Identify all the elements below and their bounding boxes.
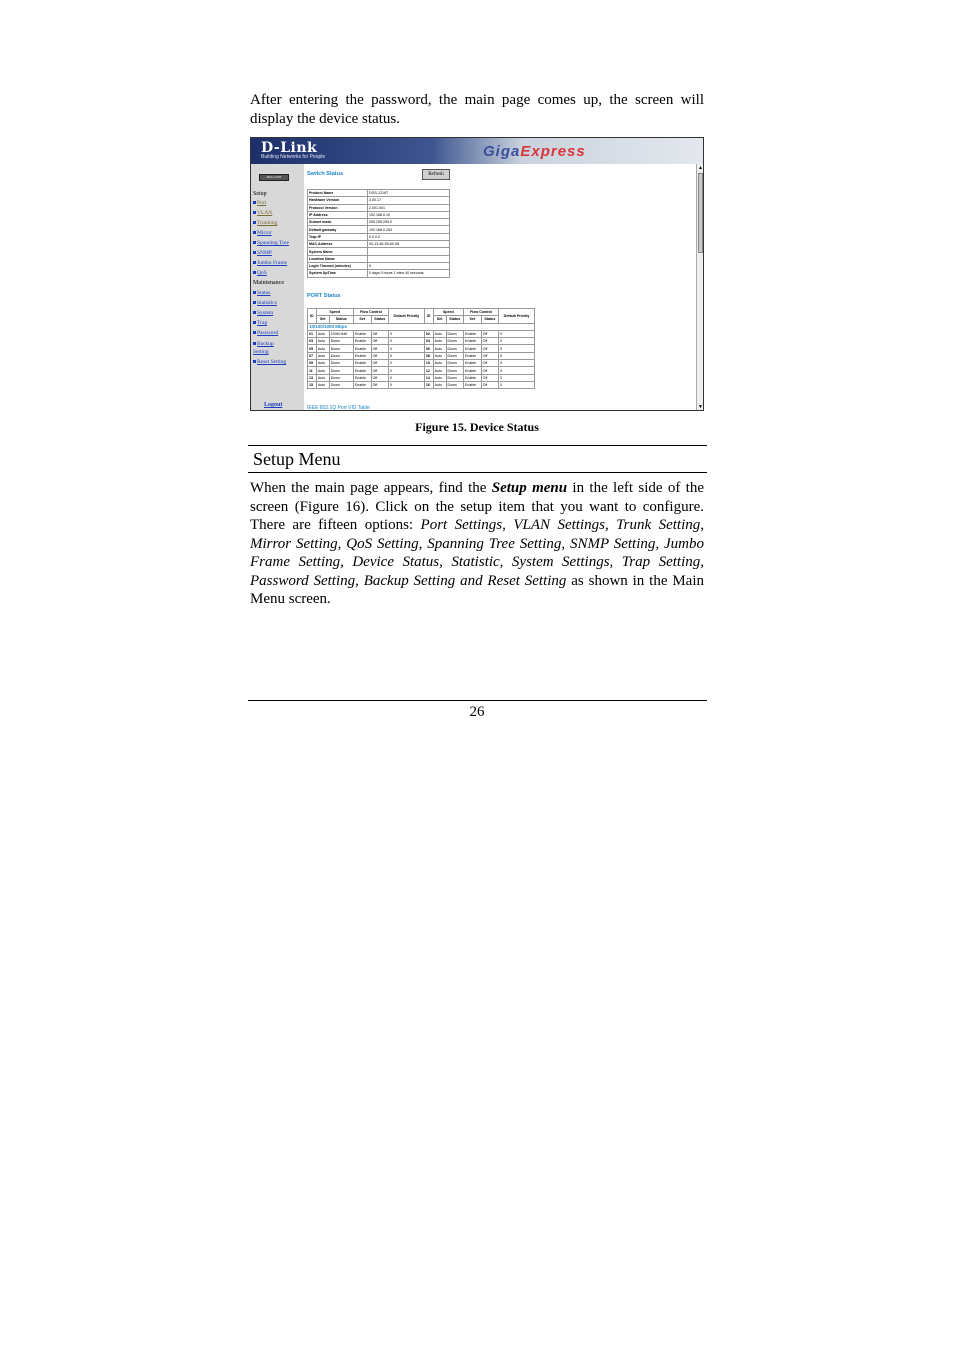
- status-value: 5: [368, 262, 450, 269]
- port-cell: 07: [308, 352, 317, 359]
- port-cell: 0: [499, 360, 535, 367]
- sidebar-item-status[interactable]: Status: [253, 290, 270, 296]
- port-cell: Off: [481, 338, 498, 345]
- port-cell: Enable: [463, 360, 481, 367]
- port-vid-table-link[interactable]: IEEE 802.1Q Port VID Table: [307, 405, 370, 411]
- port-cell: Off: [481, 374, 498, 381]
- port-cell: 0: [388, 360, 424, 367]
- sidebar-item-statistics[interactable]: Statistics: [253, 300, 277, 306]
- port-cell: Down: [329, 360, 353, 367]
- port-cell: Enable: [463, 381, 481, 388]
- section-rule-bottom: [248, 472, 707, 473]
- port-cell: Auto: [433, 367, 446, 374]
- port-cell: Auto: [316, 338, 329, 345]
- port-cell: 0: [388, 374, 424, 381]
- port-cell: Enable: [463, 338, 481, 345]
- port-cell: Down: [446, 330, 463, 337]
- port-cell: Enable: [353, 367, 371, 374]
- sidebar-item-trunking[interactable]: Trunking: [253, 220, 277, 226]
- port-row: [308, 360, 535, 367]
- port-cell: 0: [499, 352, 535, 359]
- port-subheader-set: Set: [433, 316, 446, 323]
- port-cell: 05: [308, 345, 317, 352]
- maintenance-heading: Maintenance: [253, 280, 284, 286]
- status-row: [308, 197, 450, 204]
- port-row: [308, 345, 535, 352]
- port-cell: 0: [388, 338, 424, 345]
- options-list: Port Settings, VLAN Settings, Trunk Setting, Mirror Setting, QoS Setting, Spanning Tree Setting, SNMP Setting, Jumbo Frame Setting, Device Status, Statistic, System Settings, Trap Setting, Password Setting, Backup Setting and Reset Setting: [250, 517, 704, 589]
- port-cell: Off: [371, 338, 388, 345]
- port-cell: Auto: [433, 374, 446, 381]
- status-value: 00-13-46-99-69-08: [368, 241, 450, 248]
- switch-status-title: Switch Status: [307, 171, 344, 177]
- port-row: [308, 352, 535, 359]
- port-subheader-set: Set: [316, 316, 329, 323]
- port-cell: Auto: [433, 345, 446, 352]
- port-cell: Auto: [316, 330, 329, 337]
- port-cell: Auto: [316, 367, 329, 374]
- status-row: [308, 211, 450, 218]
- port-cell: Down: [329, 381, 353, 388]
- port-cell: 16: [424, 381, 433, 388]
- port-cell: Off: [481, 360, 498, 367]
- port-cell: Off: [371, 352, 388, 359]
- port-cell: Auto: [433, 330, 446, 337]
- port-cell: 12: [424, 367, 433, 374]
- tagline: Building Networks for People: [261, 154, 326, 160]
- status-label: Location Name: [308, 255, 368, 262]
- port-cell: Enable: [353, 360, 371, 367]
- sidebar-item-reset-setting[interactable]: Reset Setting: [253, 359, 286, 365]
- status-label: System Name: [308, 248, 368, 255]
- port-cell: Down: [446, 367, 463, 374]
- status-label: System UpTime: [308, 270, 368, 277]
- device-image: DGS-1216T: [259, 174, 289, 181]
- port-cell: Off: [481, 330, 498, 337]
- port-cell: 15: [308, 381, 317, 388]
- port-cell: 13: [308, 374, 317, 381]
- port-cell: 0: [499, 338, 535, 345]
- status-label: Trap IP: [308, 233, 368, 240]
- port-cell: Auto: [316, 360, 329, 367]
- port-cell: 0: [499, 381, 535, 388]
- status-row: [308, 248, 450, 255]
- port-cell: Enable: [353, 352, 371, 359]
- scrollbar[interactable]: [696, 164, 704, 411]
- port-cell: Enable: [463, 352, 481, 359]
- port-cell: 02: [424, 330, 433, 337]
- port-cell: Down: [446, 345, 463, 352]
- port-subheader-status: Status: [481, 316, 498, 323]
- sidebar: [251, 164, 304, 411]
- port-cell: Down: [446, 374, 463, 381]
- status-label: Hardware Version: [308, 197, 368, 204]
- port-group-label: 10/100/1000 Mbps: [308, 323, 535, 330]
- port-cell: Auto: [316, 352, 329, 359]
- scroll-down-icon[interactable]: ▼: [698, 404, 703, 410]
- status-value: DGS-1216T: [368, 190, 450, 197]
- status-value: 255.255.255.0: [368, 219, 450, 226]
- port-cell: Auto: [433, 381, 446, 388]
- port-cell: Enable: [353, 330, 371, 337]
- port-status-table: [307, 308, 535, 389]
- port-cell: Off: [371, 330, 388, 337]
- port-subheader-set: Set: [353, 316, 371, 323]
- port-cell: 10: [424, 360, 433, 367]
- port-cell: 0: [388, 330, 424, 337]
- setup-heading: Setup: [253, 191, 267, 197]
- status-label: Product Name: [308, 190, 368, 197]
- port-cell: 11: [308, 367, 317, 374]
- page-number: 26: [469, 704, 485, 720]
- sidebar-item-port[interactable]: Port: [253, 200, 266, 206]
- port-cell: 0: [388, 345, 424, 352]
- status-value: 3.00.17: [368, 197, 450, 204]
- section-rule-top: [248, 445, 707, 446]
- port-subheader-status: Status: [446, 316, 463, 323]
- status-value: 0.0.0.0: [368, 233, 450, 240]
- device-status-screenshot: [250, 137, 704, 411]
- status-value: [368, 248, 450, 255]
- status-label: Protocol Version: [308, 204, 368, 211]
- port-cell: Enable: [353, 374, 371, 381]
- port-cell: 0: [499, 345, 535, 352]
- port-row: [308, 374, 535, 381]
- section-title: Setup Menu: [253, 449, 341, 469]
- port-cell: Auto: [316, 381, 329, 388]
- status-label: Subnet mask: [308, 219, 368, 226]
- status-row: [308, 219, 450, 226]
- sidebar-item-snmp[interactable]: SNMP: [253, 250, 272, 256]
- port-header-speed: Speed: [316, 309, 353, 316]
- sidebar-item-vlan[interactable]: VLAN: [253, 210, 272, 216]
- port-cell: 100M Half: [329, 330, 353, 337]
- status-row: [308, 241, 450, 248]
- port-row: [308, 338, 535, 345]
- port-row: [308, 381, 535, 388]
- port-cell: Enable: [463, 374, 481, 381]
- port-header-id: ID: [424, 309, 433, 324]
- port-cell: 14: [424, 374, 433, 381]
- port-cell: Down: [446, 338, 463, 345]
- port-cell: Auto: [433, 360, 446, 367]
- port-cell: Down: [329, 338, 353, 345]
- status-label: MAC Address: [308, 241, 368, 248]
- sidebar-item-qos[interactable]: QoS: [253, 270, 267, 276]
- port-cell: Down: [329, 367, 353, 374]
- scrollbar-thumb[interactable]: [698, 173, 703, 253]
- sidebar-item-system[interactable]: System: [253, 310, 273, 316]
- port-header-flow-control: Flow Control: [353, 309, 388, 316]
- port-header-default-priority: Default Priority: [499, 309, 535, 324]
- port-cell: 0: [499, 330, 535, 337]
- port-cell: Off: [371, 367, 388, 374]
- port-cell: 0: [499, 367, 535, 374]
- port-cell: Enable: [463, 330, 481, 337]
- refresh-button[interactable]: Refresh: [422, 169, 450, 180]
- status-row: [308, 204, 450, 211]
- status-label: Login Timeout (minutes): [308, 262, 368, 269]
- port-status-title: PORT Status: [307, 293, 341, 299]
- status-value: 192.168.0.254: [368, 226, 450, 233]
- switch-status-table: [307, 189, 450, 278]
- port-cell: Off: [481, 352, 498, 359]
- port-cell: 03: [308, 338, 317, 345]
- header-banner: [251, 138, 703, 164]
- status-value: [368, 255, 450, 262]
- port-cell: Auto: [316, 345, 329, 352]
- port-cell: Enable: [463, 345, 481, 352]
- status-row: [308, 190, 450, 197]
- port-subheader-status: Status: [371, 316, 388, 323]
- port-cell: 09: [308, 360, 317, 367]
- port-cell: Down: [446, 381, 463, 388]
- port-cell: Down: [329, 352, 353, 359]
- setup-menu-term: Setup menu: [491, 480, 568, 496]
- port-header-id: ID: [308, 309, 317, 324]
- footer-rule: [248, 700, 707, 701]
- port-row: [308, 330, 535, 337]
- dlink-logo: D-Link: [261, 140, 318, 156]
- port-cell: Off: [371, 374, 388, 381]
- port-cell: 08: [424, 352, 433, 359]
- sidebar-item-mirror[interactable]: Mirror: [253, 230, 272, 236]
- sidebar-item-password[interactable]: Password: [253, 330, 278, 336]
- sidebar-item-jumbo-frame[interactable]: Jumbo Frame: [253, 260, 287, 266]
- port-cell: Enable: [353, 345, 371, 352]
- status-label: IP Address: [308, 211, 368, 218]
- port-cell: Down: [329, 374, 353, 381]
- port-subheader-set: Set: [463, 316, 481, 323]
- port-cell: 0: [388, 352, 424, 359]
- port-cell: 01: [308, 330, 317, 337]
- port-cell: Down: [329, 345, 353, 352]
- status-value: 2.001.001: [368, 204, 450, 211]
- status-label: Default gateway: [308, 226, 368, 233]
- port-row: [308, 367, 535, 374]
- sidebar-item-backup-setting[interactable]: Backup Setting: [253, 340, 281, 356]
- port-cell: 04: [424, 338, 433, 345]
- port-header-speed: Speed: [433, 309, 463, 316]
- port-cell: Auto: [433, 352, 446, 359]
- port-cell: Down: [446, 360, 463, 367]
- port-cell: Enable: [353, 381, 371, 388]
- port-cell: Auto: [433, 338, 446, 345]
- port-header-default-priority: Default Priority: [388, 309, 424, 324]
- status-row: [308, 226, 450, 233]
- sidebar-item-spanning-tree[interactable]: Spanning Tree: [253, 240, 289, 246]
- port-header-flow-control: Flow Control: [463, 309, 498, 316]
- gigaexpress-brand: GigaExpress: [483, 143, 586, 160]
- port-cell: Off: [371, 381, 388, 388]
- sidebar-item-trap[interactable]: Trap: [253, 320, 267, 326]
- figure-caption: Figure 15. Device Status: [415, 420, 539, 434]
- status-row: [308, 262, 450, 269]
- intro-paragraph: After entering the password, the main page comes up, the screen will display the device status.: [250, 92, 704, 127]
- port-cell: Off: [481, 367, 498, 374]
- port-cell: Enable: [463, 367, 481, 374]
- port-cell: Enable: [353, 338, 371, 345]
- port-cell: 0: [388, 381, 424, 388]
- port-cell: Off: [481, 381, 498, 388]
- port-cell: Off: [371, 360, 388, 367]
- status-row: [308, 255, 450, 262]
- status-row: [308, 233, 450, 240]
- port-subheader-status: Status: [329, 316, 353, 323]
- status-value: 192.168.0.10: [368, 211, 450, 218]
- port-cell: 0: [499, 374, 535, 381]
- setup-menu-paragraph: When the main page appears, find the Setup menu in the left side of the screen (Figure 16). Click on the setup item that you want to configure. There are fifteen options: Port Settings, VLAN Settings, Trunk Setting, Mirror Setting, QoS Setting, Spanning Tree Setting, SNMP Setting, Jumbo Frame Setting, Device Status, Statistic, System Settings, Trap Setting, Password Setting, Backup Setting and Reset Setting as shown in the Main Menu screen.: [250, 480, 704, 607]
- status-value: 0 days 0 hours 1 mins 40 seconds: [368, 270, 450, 277]
- status-row: [308, 270, 450, 277]
- logout-link[interactable]: Logout: [264, 402, 283, 408]
- port-cell: 0: [388, 367, 424, 374]
- port-cell: Off: [371, 345, 388, 352]
- port-cell: Down: [446, 352, 463, 359]
- scroll-up-icon[interactable]: ▲: [698, 165, 703, 171]
- port-cell: Auto: [316, 374, 329, 381]
- port-cell: Off: [481, 345, 498, 352]
- port-cell: 06: [424, 345, 433, 352]
